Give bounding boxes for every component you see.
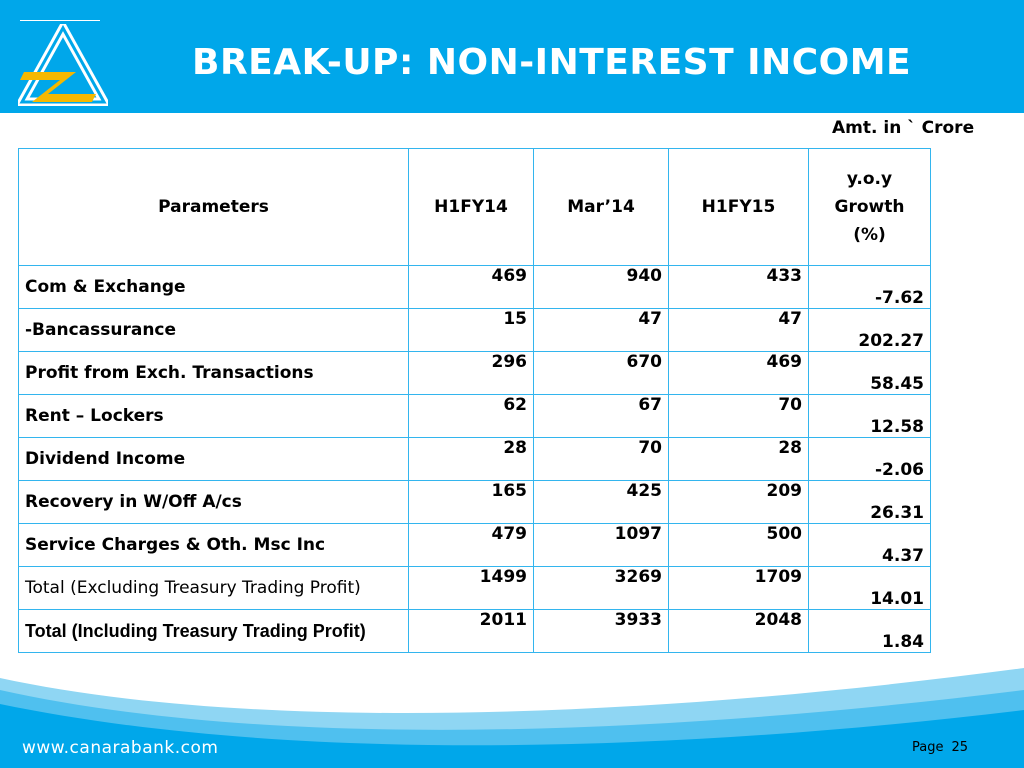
header-bar [0, 0, 1024, 113]
row-label: -Bancassurance [19, 309, 409, 352]
table-row [19, 266, 931, 309]
cell-h1fy15: 70 [669, 395, 809, 438]
cell-h1fy14: 28 [409, 438, 534, 481]
table-row [19, 438, 931, 481]
row-label: Total (Excluding Treasury Trading Profit) [19, 567, 409, 610]
page-number: 25 [951, 740, 969, 755]
cell-h1fy15: 209 [669, 481, 809, 524]
cell-mar14: 425 [534, 481, 669, 524]
footer-website: www.canarabank.com [22, 738, 219, 758]
cell-h1fy15: 433 [669, 266, 809, 309]
page-label-text: Page [912, 740, 944, 755]
table-row-total-excluding [19, 567, 931, 610]
table-row [19, 481, 931, 524]
header-yoy-line3: (%) [853, 225, 886, 245]
cell-yoy: 1.84 [809, 610, 931, 653]
cell-h1fy15: 47 [669, 309, 809, 352]
cell-h1fy14: 165 [409, 481, 534, 524]
cell-yoy: 58.45 [809, 352, 931, 395]
canara-bank-logo-icon [18, 24, 108, 106]
non-interest-income-table [18, 148, 931, 653]
cell-yoy: 202.27 [809, 309, 931, 352]
cell-mar14: 940 [534, 266, 669, 309]
slide-title: BREAK-UP: NON-INTEREST INCOME [192, 42, 912, 83]
cell-mar14: 67 [534, 395, 669, 438]
cell-yoy: -2.06 [809, 438, 931, 481]
row-label: Dividend Income [19, 438, 409, 481]
header-h1fy15: H1FY15 [669, 149, 809, 266]
cell-mar14: 3933 [534, 610, 669, 653]
cell-mar14: 70 [534, 438, 669, 481]
table-row-total-including [19, 610, 931, 653]
cell-yoy: 4.37 [809, 524, 931, 567]
cell-mar14: 3269 [534, 567, 669, 610]
row-label: Profit from Exch. Transactions [19, 352, 409, 395]
cell-h1fy14: 2011 [409, 610, 534, 653]
row-label: Service Charges & Oth. Msc Inc [19, 524, 409, 567]
cell-h1fy14: 296 [409, 352, 534, 395]
cell-h1fy15: 500 [669, 524, 809, 567]
cell-h1fy14: 479 [409, 524, 534, 567]
cell-h1fy15: 2048 [669, 610, 809, 653]
cell-mar14: 47 [534, 309, 669, 352]
cell-h1fy14: 15 [409, 309, 534, 352]
table-row [19, 395, 931, 438]
unit-note: Amt. in ` Crore [832, 118, 975, 138]
cell-mar14: 1097 [534, 524, 669, 567]
header-yoy-line2: Growth [834, 197, 905, 217]
header-h1fy14: H1FY14 [409, 149, 534, 266]
row-label: Recovery in W/Off A/cs [19, 481, 409, 524]
cell-h1fy14: 469 [409, 266, 534, 309]
header-parameters: Parameters [19, 149, 409, 266]
cell-h1fy15: 28 [669, 438, 809, 481]
row-label: Total (Including Treasury Trading Profit) [19, 610, 409, 653]
header-divider [20, 20, 100, 21]
cell-yoy: 26.31 [809, 481, 931, 524]
header-yoy-line1: y.o.y [846, 169, 893, 189]
cell-yoy: 12.58 [809, 395, 931, 438]
row-label: Com & Exchange [19, 266, 409, 309]
header-yoy-growth [809, 149, 931, 266]
cell-mar14: 670 [534, 352, 669, 395]
page-number-label [912, 740, 968, 755]
row-label: Rent – Lockers [19, 395, 409, 438]
cell-h1fy14: 1499 [409, 567, 534, 610]
table-row [19, 524, 931, 567]
cell-yoy: -7.62 [809, 266, 931, 309]
table-header-row [19, 149, 931, 266]
table-row [19, 309, 931, 352]
cell-h1fy15: 1709 [669, 567, 809, 610]
cell-h1fy14: 62 [409, 395, 534, 438]
cell-h1fy15: 469 [669, 352, 809, 395]
header-mar14: Mar’14 [534, 149, 669, 266]
cell-yoy: 14.01 [809, 567, 931, 610]
table-row [19, 352, 931, 395]
